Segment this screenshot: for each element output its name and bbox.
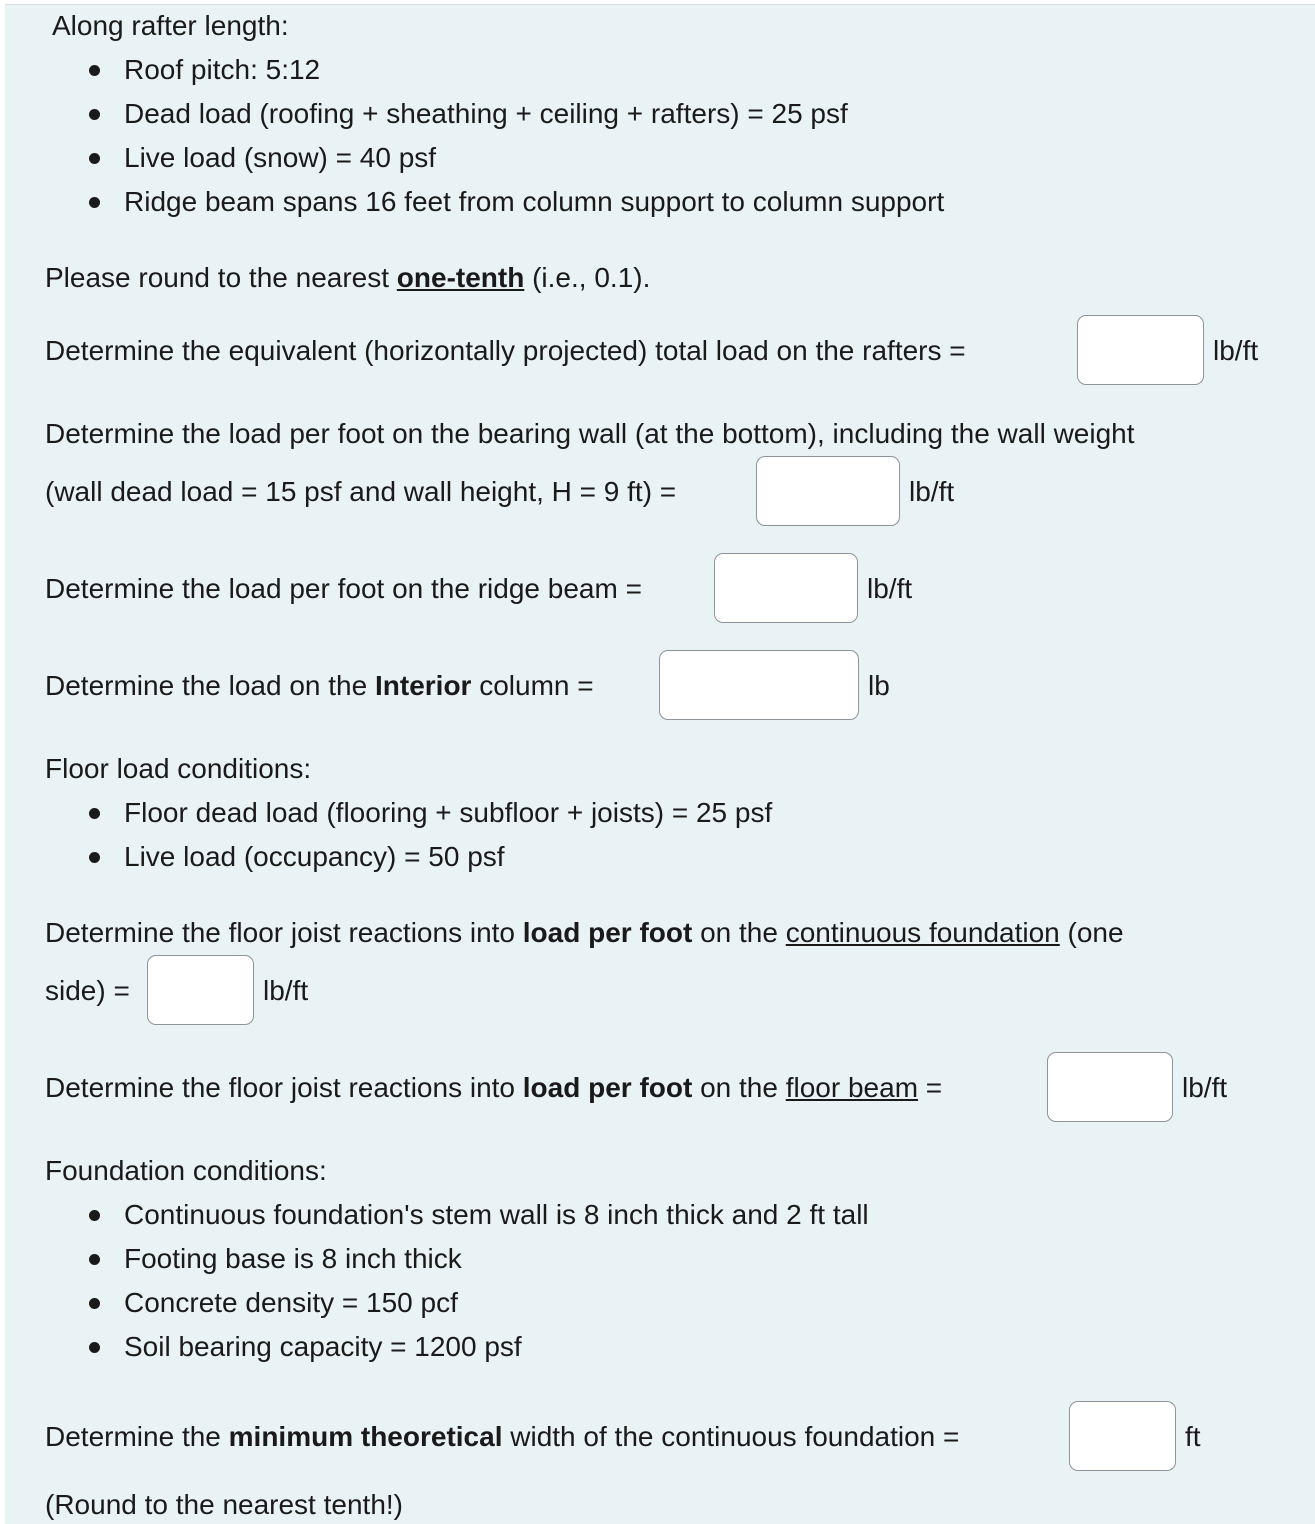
bullet — [89, 109, 100, 120]
q6-text: Determine the floor joist reactions into load per foot on the floor beam = — [45, 1072, 943, 1103]
ridge-beam-load-input[interactable] — [714, 553, 858, 623]
bullet — [89, 1254, 100, 1265]
foundation-item: Footing base is 8 inch thick — [124, 1243, 462, 1274]
floor-beam-load-field[interactable] — [1048, 1053, 1172, 1121]
q5-unit: lb/ft — [263, 975, 309, 1006]
bullet — [89, 197, 100, 208]
bullet — [89, 1210, 100, 1221]
floor-beam-load-input[interactable] — [1047, 1052, 1173, 1122]
rafter-item: Live load (snow) = 40 psf — [124, 142, 437, 173]
foundation-load-input[interactable] — [147, 955, 254, 1025]
q4-text: Determine the load on the Interior column = — [45, 670, 594, 701]
foundation-item: Continuous foundation's stem wall is 8 inch thick and 2 ft tall — [124, 1199, 869, 1230]
rafter-load-field[interactable] — [1078, 316, 1203, 384]
floor-item: Live load (occupancy) = 50 psf — [124, 841, 505, 872]
bearing-wall-load-field[interactable] — [757, 457, 899, 525]
interior-column-load-field[interactable] — [660, 651, 858, 719]
q4-unit: lb — [868, 670, 890, 701]
rafter-heading: Along rafter length: — [52, 10, 289, 41]
rafter-item: Roof pitch: 5:12 — [124, 54, 321, 85]
bullet — [89, 153, 100, 164]
interior-column-load-input[interactable] — [659, 650, 859, 720]
foundation-item: Concrete density = 150 pcf — [124, 1287, 458, 1318]
foundation-load-field[interactable] — [148, 956, 253, 1024]
foundation-width-field[interactable] — [1070, 1402, 1175, 1470]
q2-unit: lb/ft — [909, 476, 955, 507]
bullet — [89, 808, 100, 819]
q1-unit: lb/ft — [1213, 335, 1259, 366]
bearing-wall-load-input[interactable] — [756, 456, 900, 526]
q7-note: (Round to the nearest tenth!) — [45, 1489, 403, 1520]
q6-unit: lb/ft — [1182, 1072, 1228, 1103]
foundation-width-input[interactable] — [1069, 1401, 1176, 1471]
floor-heading: Floor load conditions: — [45, 753, 312, 784]
rounding-emphasis: one-tenth — [396, 262, 525, 293]
q5-text-line2: side) = — [45, 975, 130, 1006]
bullet — [89, 1298, 100, 1309]
bullet — [89, 1342, 100, 1353]
rafter-item: Dead load (roofing + sheathing + ceiling + rafters) = 25 psf — [124, 98, 848, 129]
foundation-item: Soil bearing capacity = 1200 psf — [124, 1331, 522, 1362]
q3-unit: lb/ft — [867, 573, 913, 604]
q7-unit: ft — [1185, 1421, 1201, 1452]
bullet — [89, 852, 100, 863]
floor-item: Floor dead load (flooring + subfloor + joists) = 25 psf — [124, 797, 773, 828]
bullet — [89, 65, 100, 76]
ridge-beam-load-field[interactable] — [715, 554, 857, 622]
q7-text: Determine the minimum theoretical width of the continuous foundation = — [45, 1421, 960, 1452]
rafter-item: Ridge beam spans 16 feet from column support to column support — [124, 186, 945, 217]
q3-text: Determine the load per foot on the ridge beam = — [45, 573, 642, 604]
foundation-heading: Foundation conditions: — [45, 1155, 327, 1186]
rafter-load-input[interactable] — [1077, 315, 1204, 385]
q2-text-line1: Determine the load per foot on the bearing wall (at the bottom), including the wall weight — [45, 418, 1135, 449]
q1-text: Determine the equivalent (horizontally projected) total load on the rafters = — [45, 335, 966, 366]
q5-text-line1: Determine the floor joist reactions into load per foot on the continuous foundation (one — [45, 917, 1124, 948]
q2-text-line2: (wall dead load = 15 psf and wall height, H = 9 ft) = — [45, 476, 677, 507]
rounding-note: Please round to the nearest one-tenth (i.e., 0.1). — [45, 262, 651, 293]
